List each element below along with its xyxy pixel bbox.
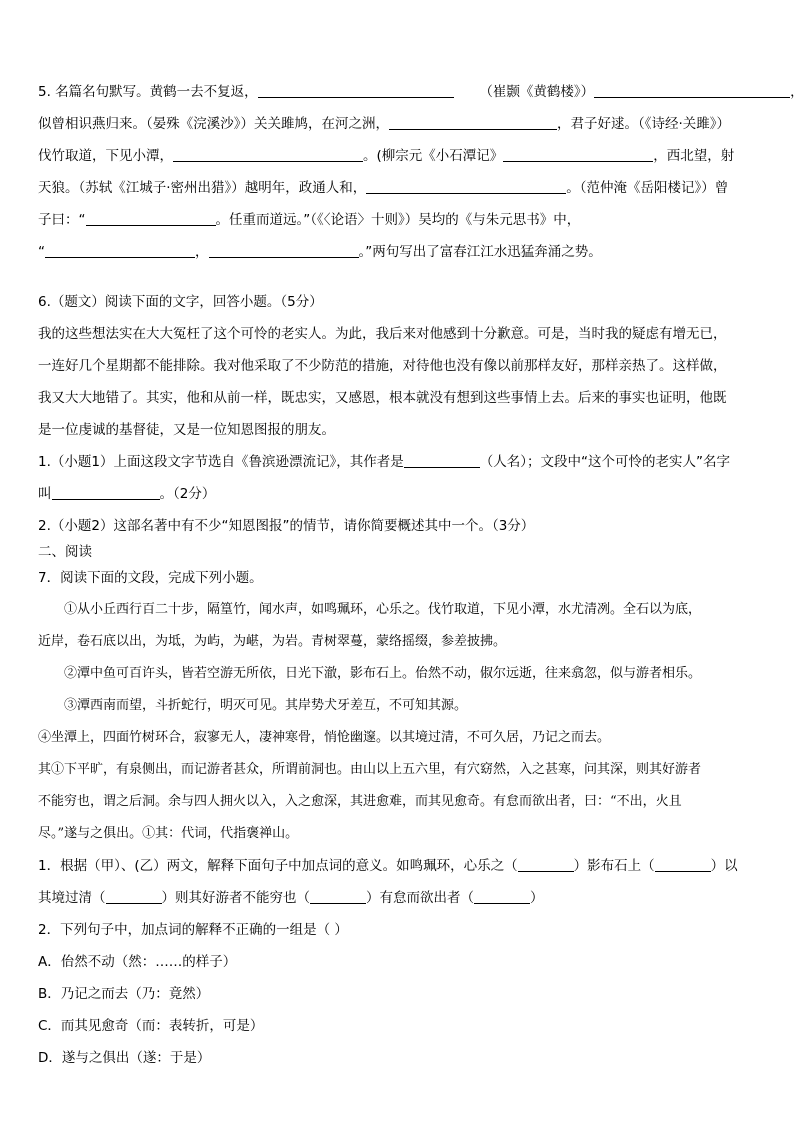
q5-text: 。任重而道远。”（《〈论语〉十则》）吴均的《与朱元思书》中， [215,212,581,228]
q7-passage-line: ③潭西南而望，斗折蛇行，明灭可见。其岸势犬牙差互，不可知其源。 [64,698,468,713]
q6-passage-line: 是一位虔诚的基督徒，又是一位知恩图报的朋友。 [38,422,335,438]
q6-subquestion-1-cont [38,484,764,504]
q5-text: 似曾相识燕归来。（晏殊《浣溪沙》）关关雎鸠，在河之洲， [38,116,389,132]
answer-blank[interactable] [655,857,711,872]
q5-line-5 [38,210,764,230]
q5-line-1 [38,82,804,102]
answer-blank[interactable] [474,889,530,904]
q7-passage-line: ②潭中鱼可百许头，皆若空游无所依，日光下澈，影布石上。佁然不动，俶尔远逝，往来翕忽，似与游者相乐。 [64,666,702,681]
answer-blank[interactable] [45,243,195,258]
q7-passage-line: 其①下平旷，有泉侧出，而记游者甚众，所谓前洞也。由山以上五六里，有穴窈然，入之甚寒，问其深，则其好游者 [38,762,702,777]
q5-text: ， [790,84,804,100]
q5-text: 伐竹取道，下见小潭， [38,148,173,164]
q7-passage-line: 近岸，卷石底以出，为坻，为屿，为嵁，为岩。青树翠蔓，蒙络摇缀，参差披拂。 [38,634,507,649]
q7-text: ）以 [710,858,738,874]
option-c[interactable]: C．而其见愈奇（而：表转折，可是） [38,1018,264,1034]
q7-text: ）影布石上（ [573,858,655,874]
answer-blank[interactable] [404,453,480,468]
q5-text: ，西北望，射 [653,148,735,164]
answer-blank[interactable] [389,115,557,130]
q5-line-2 [38,114,764,134]
q7-text: 1．根据（甲）、(乙）两文，解释下面句子中加点词的意义。如鸣珮环，心乐之（ [38,858,518,874]
q5-line-6 [38,242,764,262]
q6-text: 1.（小题1）上面这段文字节选自《鲁滨逊漂流记》，其作者是 [38,454,404,470]
answer-blank[interactable] [503,147,653,162]
option-d[interactable]: D．遂与之俱出（遂：于是） [38,1050,211,1066]
answer-blank[interactable] [258,83,454,98]
q5-text: （崔颢《黄鹤楼》） [479,84,595,100]
q5-text: 。”两句写出了富春江江水迅猛奔涌之势。 [358,244,602,260]
q7-passage-line: 尽。”遂与之俱出。①其：代词，代指褒禅山。 [38,826,299,841]
q6-subquestion-2: 2.（小题2）这部名著中有不少“知恩图报”的情节，请你简要概述其中一个。（3分） [38,518,535,534]
q5-text: 天狼。（苏轼《江城子·密州出猎》）越明年，政通人和， [38,180,367,196]
answer-blank[interactable] [594,83,790,98]
q6-passage-line: 我又大大地错了。其实，他和从前一样，既忠实，又感恩，根本就没有想到这些事情上去。后来的事实也证明，他既 [38,390,727,406]
answer-blank[interactable] [209,243,359,258]
q5-text: 子曰：“ [38,212,86,228]
q6-subquestion-1 [38,452,764,472]
answer-blank[interactable] [86,211,216,226]
q7-passage-line: ①从小丘西行百二十步，隔篁竹，闻水声，如鸣珮环，心乐之。伐竹取道，下见小潭，水尤清冽。全石以为底， [64,602,702,617]
q7-passage-line: 不能穷也，谓之后洞。余与四人拥火以入，入之愈深，其进愈难，而其见愈奇。有怠而欲出者，曰：“不出，火且 [38,794,682,809]
q6-heading: 6.（题文）阅读下面的文字，回答小题。（5分） [38,294,323,310]
q7-passage-line: ④坐潭上，四面竹树环合，寂寥无人，凄神寒骨，悄怆幽邃。以其境过清，不可久居，乃记之而去。 [38,730,611,745]
q6-text: 叫 [38,486,52,502]
q7-subquestion-1 [38,856,764,876]
q6-passage-line: 一连好几个星期都不能排除。我对他采取了不少防范的措施，对待他也没有像以前那样友好，那样亲热了。这样做， [38,358,727,374]
answer-blank[interactable] [173,147,363,162]
q7-text: 其境过清（ [38,890,106,906]
q5-text: 。（范仲淹《岳阳楼记》）曾 [566,180,729,196]
q5-line-3 [38,146,764,166]
q6-passage-line: 我的这些想法实在大大冤枉了这个可怜的老实人。为此，我后来对他感到十分歉意。可是，当时我的疑虑有增无已， [38,326,727,342]
answer-blank[interactable] [518,857,574,872]
option-a[interactable]: A．佁然不动（然：……的样子） [38,954,237,970]
q5-text: “ [38,244,45,260]
q7-text: ）有怠而欲出者（ [366,890,474,906]
q7-text: ） [530,890,544,906]
option-b[interactable]: B．乃记之而去（乃：竟然） [38,986,210,1002]
answer-blank[interactable] [310,889,366,904]
q7-subquestion-2: 2．下列句子中，加点词的解释不正确的一组是（ ） [38,922,348,938]
q6-text: （人名）；文段中“这个可怜的老实人”名字 [479,454,730,470]
q7-heading: 7．阅读下面的文段，完成下列小题。 [38,570,263,586]
answer-blank[interactable] [52,485,160,500]
q5-text: ，君子好逑。（《诗经·关雎》） [557,116,731,132]
section-heading: 二、阅读 [38,544,92,560]
q7-text: ）则其好游者不能穷也（ [161,890,310,906]
q5-text: 5. 名篇名句默写。黄鹤一去不复返， [38,84,258,100]
q5-text: ， [195,244,209,260]
q5-text: 。(柳宗元《小石潭记》 [363,148,504,164]
q6-text: 。（2分） [159,486,216,502]
q5-line-4 [38,178,764,198]
answer-blank[interactable] [366,179,566,194]
q7-subquestion-1-cont [38,888,764,908]
answer-blank[interactable] [106,889,162,904]
